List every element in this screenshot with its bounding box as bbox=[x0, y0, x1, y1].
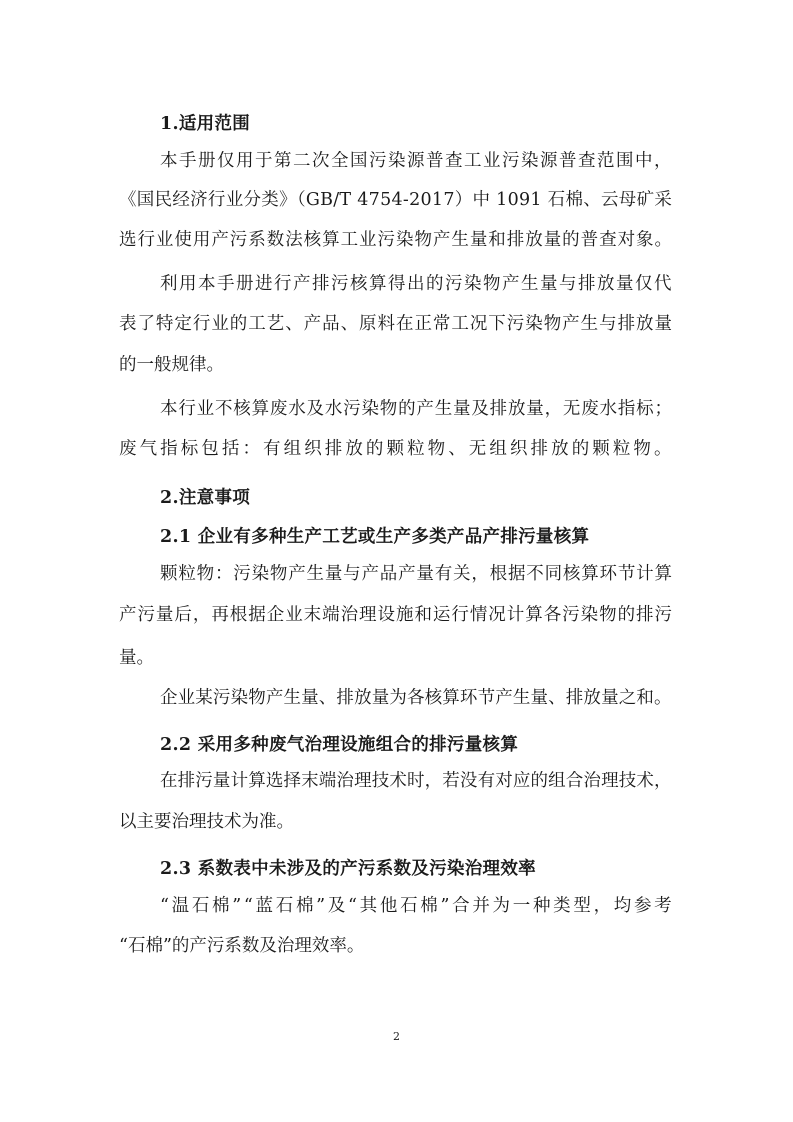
paragraph-line: “温石棉”“蓝石棉”及“其他石棉”合并为一种类型，均参考 bbox=[160, 896, 675, 916]
paragraph-line: 利用本手册进行产排污核算得出的污染物产生量与排放量仅代 bbox=[160, 274, 673, 294]
paragraph-line: 选行业使用产污系数法核算工业污染物产生量和排放量的普查对象。 bbox=[119, 230, 673, 250]
section-heading-scope: 1.适用范围 bbox=[160, 114, 251, 134]
section-heading-notes: 2.注意事项 bbox=[160, 488, 251, 508]
paragraph-line: 废气指标包括：有组织排放的颗粒物、无组织排放的颗粒物。 bbox=[119, 439, 675, 459]
subsection-heading: 2.3 系数表中未涉及的产污系数及污染治理效率 bbox=[160, 859, 536, 879]
paragraph-line: 产污量后，再根据企业末端治理设施和运行情况计算各污染物的排污 bbox=[119, 605, 673, 625]
paragraph-line: 颗粒物：污染物产生量与产品产量有关，根据不同核算环节计算 bbox=[160, 564, 673, 584]
subsection-heading: 2.1 企业有多种生产工艺或生产多类产品产排污量核算 bbox=[160, 527, 590, 547]
paragraph-line: 在排污量计算选择末端治理技术时，若没有对应的组合治理技术， bbox=[160, 771, 672, 791]
paragraph-line: 以主要治理技术为准。 bbox=[119, 812, 294, 832]
paragraph-line: 量。 bbox=[119, 648, 154, 668]
paragraph-line: 本手册仅用于第二次全国污染源普查工业污染源普查范围中， bbox=[160, 151, 673, 171]
paragraph-line: 企业某污染物产生量、排放量为各核算环节产生量、排放量之和。 bbox=[160, 688, 672, 708]
paragraph-line: 表了特定行业的工艺、产品、原料在正常工况下污染物产生与排放量 bbox=[119, 314, 673, 334]
subsection-heading: 2.2 采用多种废气治理设施组合的排污量核算 bbox=[160, 735, 519, 755]
paragraph-line: 《国民经济行业分类》（GB/T 4754-2017）中 1091 石棉、云母矿采 bbox=[119, 190, 673, 210]
paragraph-line: “石棉”的产污系数及治理效率。 bbox=[119, 936, 365, 956]
page-number: 2 bbox=[393, 1030, 400, 1043]
paragraph-line: 的一般规律。 bbox=[119, 355, 224, 375]
paragraph-line: 本行业不核算废水及水污染物的产生量及排放量，无废水指标； bbox=[160, 399, 673, 419]
